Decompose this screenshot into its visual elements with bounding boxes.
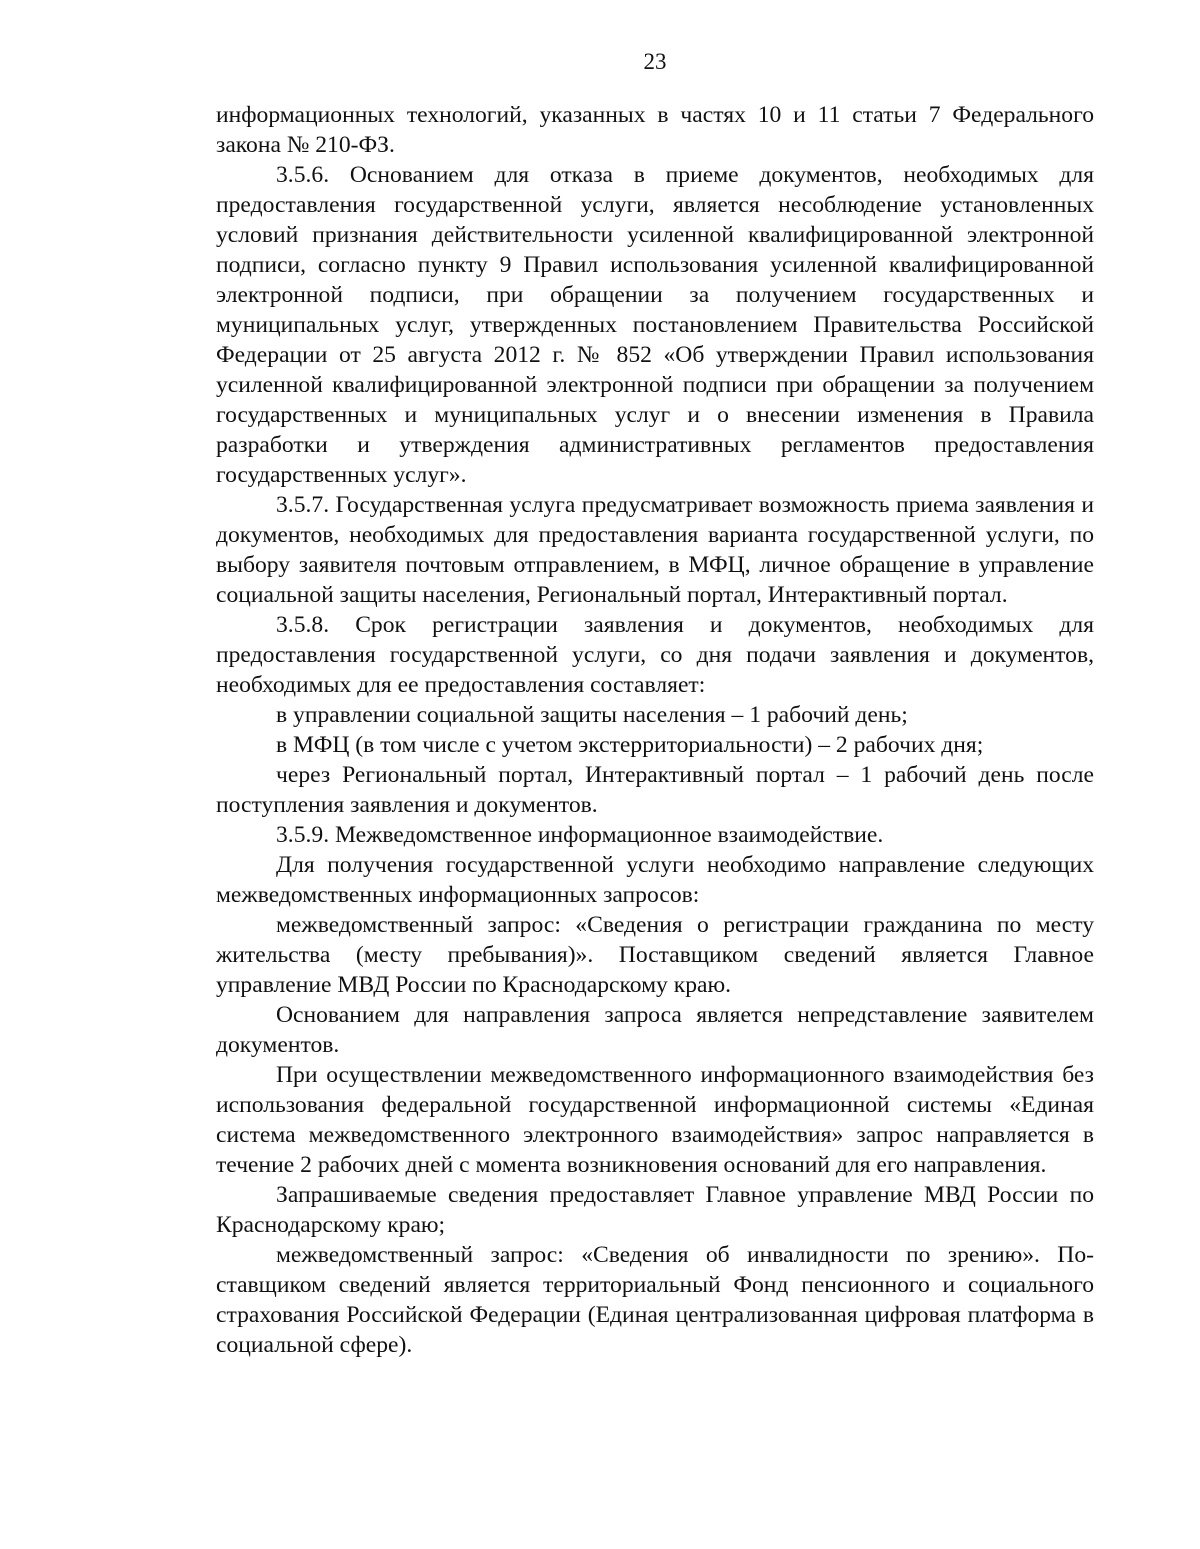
paragraph-term-social-protection: в управлении социальной защиты населения – 1 рабочий день; (276, 702, 908, 728)
paragraph-term-portal: через Региональный портал, Интерактивный портал – 1 рабочий день после поступления заявления и документов. (216, 762, 1094, 818)
paragraph-term-mfc: в МФЦ (в том числе с учетом экстерриториальности) – 2 рабочих дня; (276, 732, 984, 758)
paragraph-request-registration: межведомственный запрос: «Сведения о регистрации гражданина по месту жительства (месту пребывания)». Поставщиком сведений является Главное управление МВД России по Краснодарскому краю. (216, 912, 1094, 998)
paragraph-request-disability: межведомственный запрос: «Сведения об инвалидности по зрению». Поставщиком сведений является территориальный Фонд пенсионного и социального страхования Российской Федерации (Единая централизованная цифровая платформа в социальной сфере). (216, 1242, 1094, 1358)
page-number: 23 (643, 49, 667, 74)
paragraph-continuation: информационных технологий, указанных в частях 10 и 11 статьи 7 Федерального закона № 210-ФЗ. (216, 102, 1094, 158)
paragraph-requests-intro: Для получения государственной услуги необходимо направление следующих межведомственных информационных запросов: (216, 852, 1094, 908)
paragraph-3-5-9: 3.5.9. Межведомственное информационное взаимодействие. (276, 822, 884, 848)
paragraph-3-5-6: 3.5.6. Основанием для отказа в приеме документов, необходимых для предоставления государственной услуги, является несоблюдение установленных условий признания действительности усиленной квалифицированной электронной подписи, согласно пункту 9 Правил использования усиленной квалифицированной электронной подписи, при обращении за получением государственных и муниципальных услуг, утвержденных постановлением Правительства Российской Федерации от 25 августа 2012 г. № 852 «Об утверждении Правил использования усиленной квалифицированной электронной подписи при обращении за получением государственных и муниципальных услуг и о внесении изменения в Правила разработки и утверждения административных регламентов предоставления государственных услуг». (216, 162, 1094, 488)
paragraph-request-timing: При осуществлении межведомственного информационного взаимодействия без использования федеральной государственной информационной системы «Единая система межведомственного электронного взаимодействия» запрос направляется в течение 2 рабочих дней с момента возникновения оснований для его направления. (216, 1062, 1094, 1178)
document-body (216, 100, 1094, 1360)
paragraph-request-provider: Запрашиваемые сведения предоставляет Главное управление МВД России по Краснодарскому краю; (216, 1182, 1094, 1238)
paragraph-request-basis: Основанием для направления запроса является непредставление заявителем документов. (216, 1002, 1094, 1058)
paragraph-3-5-8: 3.5.8. Срок регистрации заявления и документов, необходимых для предоставления государственной услуги, со дня подачи заявления и документов, необходимых для ее предоставления составляет: (216, 612, 1094, 698)
paragraph-3-5-7: 3.5.7. Государственная услуга предусматривает возможность приема заявления и документов, необходимых для предоставления варианта государственной услуги, по выбору заявителя почтовым отправлением, в МФЦ, личное обращение в управление социальной защиты населения, Региональный портал, Интерактивный портал. (216, 492, 1094, 608)
